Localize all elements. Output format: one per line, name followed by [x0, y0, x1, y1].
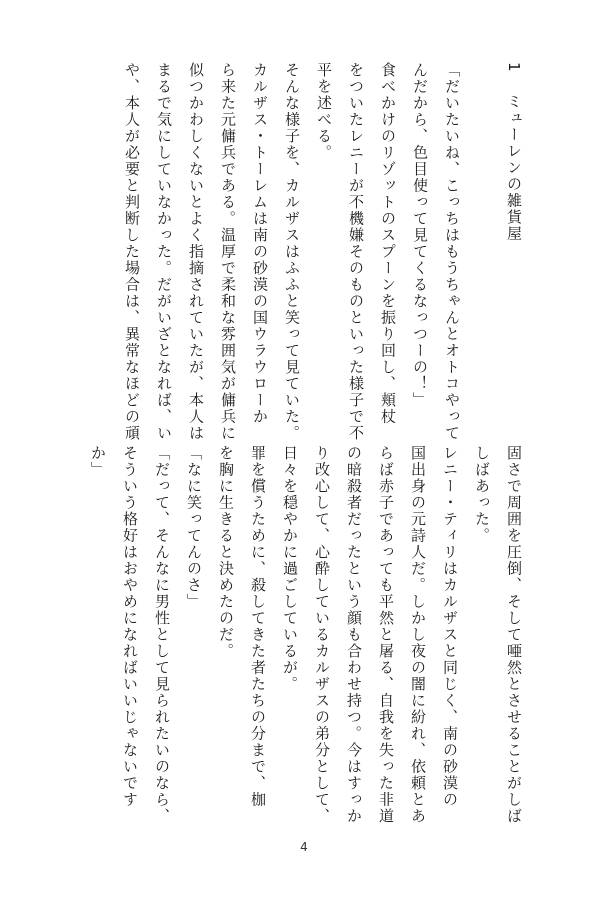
text-column: 日々を穏やかに過ごしているが。 [281, 445, 299, 693]
text-column: 似つかわしくないとよく指摘されていたが、本人は [187, 62, 205, 442]
text-column: を胸に生きると決めたのだ。 [217, 445, 235, 660]
upper-text-block [116, 62, 530, 442]
text-column: 食べかけのリゾットのスプーンを振り回し、頬杖 [379, 62, 397, 425]
text-column: をついたレニーが不機嫌そのものといった様子で不 [347, 62, 365, 442]
text-column: 固さで周囲を圧倒、そして唖然とさせることがしば [505, 445, 523, 825]
text-column: んだから、色目使って見てくるなっつーの！」 [411, 62, 429, 409]
page-number: 4 [300, 840, 308, 854]
chapter-heading [498, 62, 530, 442]
text-column: の暗殺者だったという顔も合わせ持つ。今はすっか [345, 445, 363, 825]
text-column: そういう格好はおやめになればいいじゃないです [121, 445, 139, 808]
text-column: 「だって、そんなに男性として見られたいのなら、 [153, 445, 171, 825]
chapter-title: ミューレンの雑貨屋 [505, 93, 523, 242]
text-column: 「なに笑ってんのさ」 [185, 445, 203, 610]
lower-text-block [82, 445, 530, 835]
text-column: か」 [89, 445, 107, 478]
text-column: しばあった。 [473, 445, 491, 544]
text-column: そんな様子を、カルザスはふふと笑って見ていた。 [283, 62, 301, 442]
text-column: ら来た元傭兵である。温厚で柔和な雰囲気が傭兵に [219, 62, 237, 442]
chapter-number: 1 [505, 62, 523, 74]
text-column: 平を述べる。 [315, 62, 333, 161]
text-column: 罪を償うために、殺してきた者たちの分まで、枷 [249, 445, 267, 808]
text-column: まるで気にしていなかった。だがいざとなれば、い [155, 62, 173, 442]
text-column: や、本人が必要と判断した場合は、異常なほどの頑 [123, 62, 141, 442]
text-column: カルザス・トーレムは南の砂漠の国ウラウローか [251, 62, 269, 425]
text-column: レニー・ティリはカルザスと同じく、南の砂漠の [441, 445, 459, 808]
text-column: り改心して、心酔しているカルザスの弟分として、 [313, 445, 331, 825]
text-column: 国出身の元詩人だ。しかし夜の闇に紛れ、依頼とあ [409, 445, 427, 825]
text-column: 「だいたいね、こっちはもうちゃんとオトコやって [443, 62, 461, 442]
text-column: らば赤子であっても平然と屠る、自我を失った非道 [377, 445, 395, 825]
